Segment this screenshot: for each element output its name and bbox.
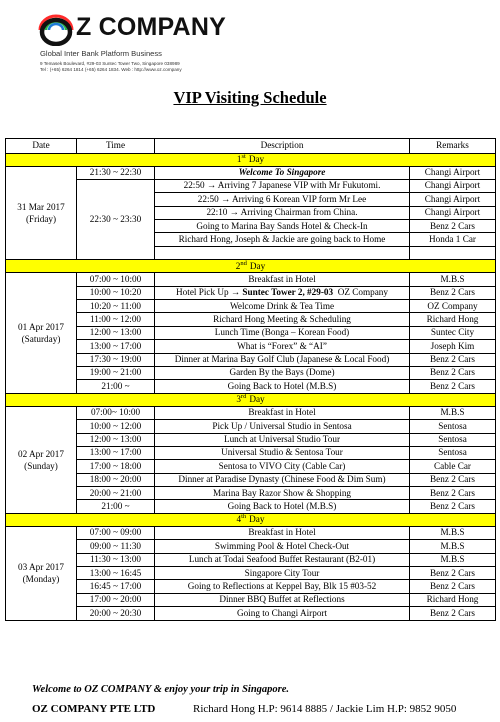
remarks-cell: Benz 2 Cars <box>410 567 496 580</box>
description-text: Hotel Pick Up → <box>176 287 243 298</box>
time-cell: 13:00 ~ 16:45 <box>77 567 155 580</box>
day-label: Day <box>249 260 266 271</box>
table-row <box>6 500 496 513</box>
weekday-text: (Saturday) <box>21 333 61 344</box>
remarks-cell: Honda 1 Car <box>410 233 496 246</box>
table-row <box>6 300 496 313</box>
description-text: Swimming Pool & Hotel Check-Out <box>214 540 350 551</box>
table-row <box>6 313 496 326</box>
time-cell: 20:00 ~ 20:30 <box>77 607 155 620</box>
table-row <box>6 526 496 539</box>
description-text: Dinner at Marina Bay Golf Club (Japanese & Local Food) <box>174 354 390 365</box>
day-band-row <box>6 260 496 273</box>
day-ordinal-suffix: rd <box>240 393 247 400</box>
remarks-cell: Benz 2 Cars <box>410 487 496 500</box>
description-cell <box>155 460 410 473</box>
time-cell: 11:00 ~ 12:00 <box>77 313 155 326</box>
date-cell <box>6 406 77 513</box>
description-text: Richard Hong Meeting & Scheduling <box>213 313 351 324</box>
remarks-cell: Changi Airport <box>410 193 496 206</box>
description-text: Breakfast in Hotel <box>248 527 316 538</box>
footer-company: OZ COMPANY PTE LTD <box>32 703 156 715</box>
schedule-body <box>6 153 496 620</box>
description-text: Going to Reflections at Keppel Bay, Blk 15 #03-52 <box>187 580 377 591</box>
description-cell <box>155 366 410 379</box>
day-ordinal-suffix: nd <box>240 259 247 267</box>
day-number: 1 <box>236 153 242 164</box>
description-text: What is “Forex” & “AI” <box>237 340 327 351</box>
time-cell: 13:00 ~ 17:00 <box>77 446 155 459</box>
time-cell: 07:00 ~ 10:00 <box>77 273 155 286</box>
weekday-text: (Friday) <box>25 213 57 224</box>
description-text: Lunch Time (Bonga – Korean Food) <box>214 327 350 338</box>
company-address: 9 Temasek Boulevard, #29-03 Suntec Tower Two, Singapore 038989 <box>40 61 180 66</box>
table-row <box>6 607 496 620</box>
description-text: Breakfast in Hotel <box>248 407 316 418</box>
table-row <box>6 179 496 192</box>
time-cell: 12:00 ~ 13:00 <box>77 433 155 446</box>
remarks-cell: Benz 2 Cars <box>410 353 496 366</box>
table-row <box>6 326 496 339</box>
weekday-text: (Sunday) <box>24 460 58 471</box>
description-cell <box>155 273 410 286</box>
footer-contacts: Richard Hong H.P: 9614 8885 / Jackie Lim H.P: 9852 9050 <box>193 703 457 715</box>
page-title: VIP Visiting Schedule <box>173 88 327 107</box>
description-cell <box>155 406 410 419</box>
date-cell <box>6 526 77 620</box>
description-text: Garden By the Bays (Dome) <box>229 367 335 378</box>
day-band <box>6 260 496 273</box>
remarks-cell: Benz 2 Cars <box>410 286 496 299</box>
description-cell <box>155 446 410 459</box>
table-row <box>6 473 496 486</box>
time-cell: 10:00 ~ 10:20 <box>77 286 155 299</box>
description-cell <box>155 326 410 339</box>
description-cell <box>155 473 410 486</box>
description-cell <box>155 340 410 353</box>
remarks-cell: M.B.S <box>410 406 496 419</box>
table-row <box>6 540 496 553</box>
table-row <box>6 273 496 286</box>
day-label: Day <box>248 153 265 164</box>
remarks-cell: Richard Hong <box>410 313 496 326</box>
day-band <box>6 153 496 166</box>
day-number: 3 <box>236 394 241 405</box>
table-row <box>6 420 496 433</box>
description-text: 22:10 → Arriving Chairman from China. <box>206 207 358 218</box>
time-cell: 16:45 ~ 17:00 <box>77 580 155 593</box>
time-cell: 18:00 ~ 20:00 <box>77 473 155 486</box>
description-text: Pick Up / Universal Studio in Sentosa <box>212 420 352 431</box>
description-cell <box>155 553 410 566</box>
description-cell <box>155 233 410 246</box>
time-cell: 22:30 ~ 23:30 <box>77 179 155 259</box>
time-cell: 19:00 ~ 21:00 <box>77 366 155 379</box>
remarks-cell: M.B.S <box>410 540 496 553</box>
description-cell <box>155 220 410 233</box>
remarks-cell: Sentosa <box>410 446 496 459</box>
description-text: Lunch at Universal Studio Tour <box>223 434 341 445</box>
time-cell: 07:00 ~ 09:00 <box>77 526 155 539</box>
remarks-cell: M.B.S <box>410 526 496 539</box>
time-cell: 12:00 ~ 13:00 <box>77 326 155 339</box>
description-cell <box>155 206 410 219</box>
date-text: 02 Apr 2017 <box>18 448 64 459</box>
remarks-cell: M.B.S <box>410 553 496 566</box>
table-row <box>6 353 496 366</box>
description-text: Universal Studio & Sentosa Tour <box>221 447 343 458</box>
table-row <box>6 380 496 393</box>
remarks-cell: OZ Company <box>410 300 496 313</box>
description-cell <box>155 193 410 206</box>
description-text: Dinner at Paradise Dynasty (Chinese Food & Dim Sum) <box>178 474 386 485</box>
company-contact: Tel : (+65) 6264 1814 (+65) 6264 1834. Web : http://www.oz.company <box>40 67 182 72</box>
day-ordinal-suffix: th <box>241 513 247 521</box>
description-text: Dinner BBQ Buffet at Reflections <box>219 594 345 605</box>
description-cell <box>155 286 410 299</box>
column-header-time: Time <box>77 139 155 154</box>
remarks-cell: Suntec City <box>410 326 496 339</box>
remarks-cell: Joseph Kim <box>410 340 496 353</box>
day-band <box>6 393 496 406</box>
schedule-table <box>5 138 496 621</box>
description-cell <box>155 593 410 606</box>
remarks-cell: Benz 2 Cars <box>410 580 496 593</box>
description-text: Richard Hong, Joseph & Jackie are going back to Home <box>178 233 386 244</box>
description-cell <box>155 540 410 553</box>
time-cell: 17:30 ~ 19:00 <box>77 353 155 366</box>
time-cell: 20:00 ~ 21:00 <box>77 487 155 500</box>
table-row <box>6 166 496 179</box>
table-row <box>6 553 496 566</box>
day-ordinal-suffix: st <box>241 153 246 160</box>
remarks-cell: Cable Car <box>410 460 496 473</box>
description-text: Welcome To Singapore <box>238 166 326 177</box>
day-label: Day <box>249 514 265 525</box>
time-cell: 10:00 ~ 12:00 <box>77 420 155 433</box>
column-header-description: Description <box>155 139 410 154</box>
day-band-row <box>6 513 496 526</box>
remarks-cell: Benz 2 Cars <box>410 220 496 233</box>
description-cell <box>155 313 410 326</box>
remarks-cell: Benz 2 Cars <box>410 500 496 513</box>
description-text: Going Back to Hotel (M.B.S) <box>227 500 337 511</box>
company-tagline: Global Inter Bank Platform Business <box>40 49 162 58</box>
description-cell <box>155 487 410 500</box>
table-row <box>6 366 496 379</box>
day-band-row <box>6 393 496 406</box>
description-text: Lunch at Todai Seafood Buffet Restaurant (B2-01) <box>188 554 376 565</box>
remarks-cell: Benz 2 Cars <box>410 366 496 379</box>
table-row <box>6 460 496 473</box>
day-label: Day <box>249 394 265 405</box>
day-number: 4 <box>236 514 242 525</box>
description-text: Going to Marina Bay Sands Hotel & Check-In <box>196 220 368 231</box>
table-row <box>6 406 496 419</box>
table-row <box>6 433 496 446</box>
date-cell <box>6 273 77 394</box>
description-text: 22:50 → Arriving 6 Korean VIP form Mr Lee <box>197 193 367 204</box>
description-text: Singapore City Tour <box>244 567 320 578</box>
remarks-cell: Benz 2 Cars <box>410 380 496 393</box>
column-header-remarks: Remarks <box>410 139 496 154</box>
time-cell: 17:00 ~ 18:00 <box>77 460 155 473</box>
description-cell <box>155 526 410 539</box>
time-cell: 11:30 ~ 13:00 <box>77 553 155 566</box>
description-text: 22:50 → Arriving 7 Japanese VIP with Mr Fukutomi. <box>183 180 381 191</box>
description-location: Suntec Tower 2, #29-03 <box>242 287 334 298</box>
remarks-cell: Benz 2 Cars <box>410 607 496 620</box>
time-cell: 07:00~ 10:00 <box>77 406 155 419</box>
company-name: Z COMPANY <box>76 13 226 41</box>
date-cell <box>6 166 77 260</box>
remarks-cell: Changi Airport <box>410 206 496 219</box>
remarks-cell: Benz 2 Cars <box>410 473 496 486</box>
time-cell: 21:00 ~ <box>77 380 155 393</box>
table-row <box>6 593 496 606</box>
remarks-cell: Changi Airport <box>410 166 496 179</box>
day-band-row <box>6 153 496 166</box>
description-text: Welcome Drink & Tea Time <box>229 300 335 311</box>
remarks-cell: Sentosa <box>410 420 496 433</box>
description-cell <box>155 580 410 593</box>
day-band <box>6 513 496 526</box>
time-cell: 17:00 ~ 20:00 <box>77 593 155 606</box>
table-row <box>6 286 496 299</box>
footer-welcome: Welcome to OZ COMPANY & enjoy your trip in Singapore. <box>32 684 290 695</box>
remarks-cell: Changi Airport <box>410 179 496 192</box>
description-text: Sentosa to VIVO City (Cable Car) <box>218 460 346 471</box>
description-cell <box>155 166 410 179</box>
description-cell <box>155 607 410 620</box>
time-cell: 21:30 ~ 22:30 <box>77 166 155 179</box>
date-text: 03 Apr 2017 <box>18 562 64 573</box>
description-text: Breakfast in Hotel <box>248 273 316 284</box>
remarks-cell: M.B.S <box>410 273 496 286</box>
description-cell <box>155 380 410 393</box>
description-cell <box>155 353 410 366</box>
description-text: Marina Bay Razor Show & Shopping <box>212 487 352 498</box>
time-cell: 10:20 ~ 11:00 <box>77 300 155 313</box>
description-cell <box>155 179 410 192</box>
description-cell <box>155 246 410 259</box>
remarks-cell: Sentosa <box>410 433 496 446</box>
day-number: 2 <box>235 260 241 271</box>
time-cell: 21:00 ~ <box>77 500 155 513</box>
description-cell <box>155 567 410 580</box>
description-text: OZ Company <box>333 287 388 298</box>
table-row <box>6 487 496 500</box>
table-row <box>6 567 496 580</box>
description-text: Going to Changi Airport <box>236 607 328 618</box>
description-text: Going Back to Hotel (M.B.S) <box>227 380 337 391</box>
description-cell <box>155 300 410 313</box>
table-row <box>6 446 496 459</box>
date-text: 31 Mar 2017 <box>17 201 65 212</box>
description-cell <box>155 420 410 433</box>
remarks-cell: Richard Hong <box>410 593 496 606</box>
date-text: 01 Apr 2017 <box>18 321 64 332</box>
description-cell <box>155 500 410 513</box>
table-header-row <box>6 139 496 154</box>
table-row <box>6 580 496 593</box>
time-cell: 13:00 ~ 17:00 <box>77 340 155 353</box>
description-cell <box>155 433 410 446</box>
time-cell: 09:00 ~ 11:30 <box>77 540 155 553</box>
remarks-cell <box>410 246 496 259</box>
table-row <box>6 340 496 353</box>
weekday-text: (Monday) <box>22 574 60 585</box>
column-header-date: Date <box>6 139 77 154</box>
